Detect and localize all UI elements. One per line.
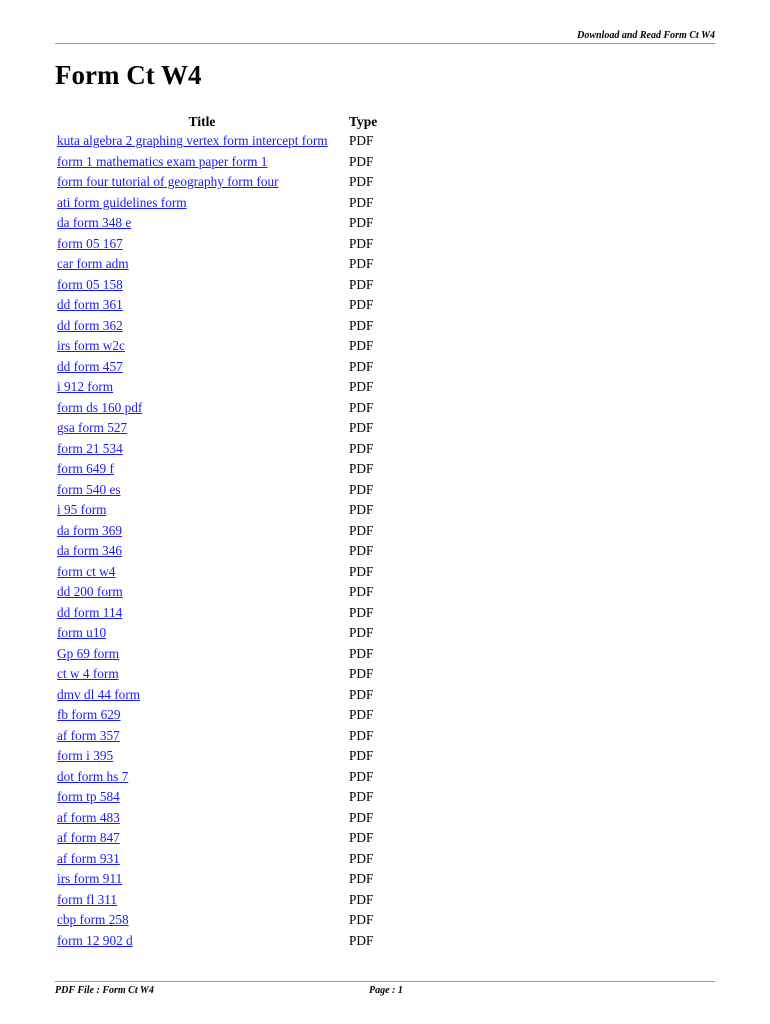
table-row [56, 931, 378, 952]
title-cell [56, 685, 348, 706]
title-cell [56, 726, 348, 747]
title-cell [56, 521, 348, 542]
table-row [56, 336, 378, 357]
title-cell [56, 808, 348, 829]
type-cell: PDF [349, 748, 374, 764]
page-title: Form Ct W4 [55, 60, 202, 90]
table-row [56, 726, 378, 747]
title-cell [56, 562, 348, 583]
table-row [56, 767, 378, 788]
footer-page-number: Page : 1 [369, 985, 403, 996]
header-divider [55, 43, 715, 44]
table-row [56, 459, 378, 480]
table-row [56, 603, 378, 624]
title-cell [56, 357, 348, 378]
document-link[interactable]: dmv dl 44 form [57, 686, 141, 702]
document-link[interactable]: form i 395 [57, 748, 114, 764]
table-row [56, 172, 378, 193]
document-link[interactable]: i 912 form [57, 379, 114, 395]
document-link[interactable]: form 05 158 [57, 276, 123, 292]
table-row [56, 705, 378, 726]
table-row [56, 480, 378, 501]
table-row [56, 439, 378, 460]
type-cell: PDF [349, 891, 374, 907]
type-cell: PDF [349, 686, 374, 702]
table-row [56, 685, 378, 706]
document-link[interactable]: dd form 362 [57, 317, 123, 333]
type-cell: PDF [349, 481, 374, 497]
table-row [56, 808, 378, 829]
table-row [56, 828, 378, 849]
type-cell: PDF [349, 317, 374, 333]
type-cell: PDF [349, 809, 374, 825]
table-row [56, 316, 378, 337]
document-link[interactable]: form 05 167 [57, 235, 123, 251]
title-cell [56, 664, 348, 685]
title-cell [56, 705, 348, 726]
type-cell: PDF [349, 338, 374, 354]
document-link[interactable]: form 12 902 d [57, 932, 133, 948]
table-row [56, 295, 378, 316]
title-cell [56, 500, 348, 521]
table-row [56, 131, 378, 152]
footer-file-label: PDF File : Form Ct W4 [55, 985, 154, 996]
type-cell: PDF [349, 276, 374, 292]
document-link[interactable]: af form 483 [57, 809, 120, 825]
table-row [56, 193, 378, 214]
document-link[interactable]: cbp form 258 [57, 912, 129, 928]
header-text: Download and Read Form Ct W4 [577, 30, 715, 41]
type-cell: PDF [349, 358, 374, 374]
documents-table [56, 111, 378, 951]
document-link[interactable]: form 540 es [57, 481, 121, 497]
table-row [56, 746, 378, 767]
document-link[interactable]: form 21 534 [57, 440, 123, 456]
document-link[interactable]: da form 346 [57, 543, 122, 559]
document-link[interactable]: Gp 69 form [57, 645, 120, 661]
document-link[interactable]: dot form hs 7 [57, 768, 129, 784]
title-cell [56, 910, 348, 931]
type-cell: PDF [349, 871, 374, 887]
type-cell: PDF [349, 256, 374, 272]
column-header-title: Title [188, 114, 216, 129]
table-row [56, 562, 378, 583]
title-cell [56, 295, 348, 316]
title-cell [56, 336, 348, 357]
document-link[interactable]: af form 357 [57, 727, 120, 743]
title-cell [56, 377, 348, 398]
title-cell [56, 746, 348, 767]
table-row [56, 152, 378, 173]
title-cell [56, 582, 348, 603]
type-cell: PDF [349, 830, 374, 846]
footer-divider [55, 981, 715, 982]
table-row [56, 787, 378, 808]
type-cell: PDF [349, 604, 374, 620]
table-row [56, 418, 378, 439]
type-cell: PDF [349, 461, 374, 477]
title-cell [56, 152, 348, 173]
title-cell [56, 459, 348, 480]
type-cell: PDF [349, 850, 374, 866]
type-cell: PDF [349, 133, 374, 149]
title-cell [56, 316, 348, 337]
table-row [56, 500, 378, 521]
document-link[interactable]: form tp 584 [57, 789, 120, 805]
type-cell: PDF [349, 768, 374, 784]
type-cell: PDF [349, 522, 374, 538]
document-link[interactable]: i 95 form [57, 502, 107, 518]
table-row [56, 357, 378, 378]
title-cell [56, 767, 348, 788]
table-row [56, 869, 378, 890]
document-link[interactable]: af form 931 [57, 850, 120, 866]
type-cell: PDF [349, 297, 374, 313]
document-link[interactable]: dd 200 form [57, 584, 123, 600]
table-row [56, 849, 378, 870]
title-cell [56, 869, 348, 890]
type-cell: PDF [349, 440, 374, 456]
table-row [56, 213, 378, 234]
table-row [56, 890, 378, 911]
document-link[interactable]: car form adm [57, 256, 129, 272]
document-link[interactable]: irs form w2c [57, 338, 125, 354]
document-link[interactable]: form ct w4 [57, 563, 116, 579]
type-cell: PDF [349, 502, 374, 518]
type-cell: PDF [349, 543, 374, 559]
table-row [56, 254, 378, 275]
title-cell [56, 541, 348, 562]
type-cell: PDF [349, 174, 374, 190]
type-cell: PDF [349, 727, 374, 743]
table-row [56, 664, 378, 685]
type-cell: PDF [349, 235, 374, 251]
table-row [56, 377, 378, 398]
document-link[interactable]: form u10 [57, 625, 107, 641]
document-link[interactable]: ct w 4 form [57, 666, 119, 682]
table-row [56, 623, 378, 644]
title-cell [56, 787, 348, 808]
table-header-row [56, 111, 378, 131]
table-row [56, 398, 378, 419]
table-body [56, 131, 378, 951]
title-cell [56, 275, 348, 296]
table-row [56, 521, 378, 542]
type-cell: PDF [349, 420, 374, 436]
document-link[interactable]: irs form 911 [57, 871, 123, 887]
type-cell: PDF [349, 707, 374, 723]
document-link[interactable]: form 649 f [57, 461, 114, 477]
document-link[interactable]: form fl 311 [57, 891, 118, 907]
type-cell: PDF [349, 153, 374, 169]
document-link[interactable]: form ds 160 pdf [57, 399, 143, 415]
title-cell [56, 254, 348, 275]
type-cell: PDF [349, 584, 374, 600]
document-link[interactable]: ati form guidelines form [57, 194, 187, 210]
type-cell: PDF [349, 215, 374, 231]
type-cell: PDF [349, 625, 374, 641]
title-cell [56, 931, 348, 952]
type-cell: PDF [349, 563, 374, 579]
document-link[interactable]: da form 348 e [57, 215, 132, 231]
document-link[interactable]: kuta algebra 2 graphing vertex form intercept form [57, 133, 328, 149]
title-cell [56, 623, 348, 644]
title-cell [56, 890, 348, 911]
type-cell: PDF [349, 379, 374, 395]
title-cell [56, 398, 348, 419]
type-cell: PDF [349, 912, 374, 928]
title-cell [56, 213, 348, 234]
document-link[interactable]: form 1 mathematics exam paper form 1 [57, 153, 268, 169]
title-cell [56, 644, 348, 665]
title-cell [56, 603, 348, 624]
type-cell: PDF [349, 789, 374, 805]
table-row [56, 582, 378, 603]
table-row [56, 234, 378, 255]
title-cell [56, 193, 348, 214]
title-cell [56, 418, 348, 439]
document-link[interactable]: af form 847 [57, 830, 120, 846]
document-link[interactable]: gsa form 527 [57, 420, 128, 436]
type-cell: PDF [349, 645, 374, 661]
title-cell [56, 172, 348, 193]
table-row [56, 910, 378, 931]
document-link[interactable]: dd form 457 [57, 358, 123, 374]
title-cell [56, 480, 348, 501]
title-cell [56, 439, 348, 460]
title-cell [56, 828, 348, 849]
title-cell [56, 234, 348, 255]
document-link[interactable]: da form 369 [57, 522, 122, 538]
table-row [56, 644, 378, 665]
type-cell: PDF [349, 666, 374, 682]
type-cell: PDF [349, 194, 374, 210]
document-link[interactable]: fb form 629 [57, 707, 121, 723]
document-link[interactable]: dd form 114 [57, 604, 123, 620]
document-link[interactable]: form four tutorial of geography form four [57, 174, 279, 190]
table-row [56, 275, 378, 296]
title-cell [56, 849, 348, 870]
document-link[interactable]: dd form 361 [57, 297, 123, 313]
type-cell: PDF [349, 399, 374, 415]
title-cell [56, 131, 348, 152]
table-row [56, 541, 378, 562]
column-header-type: Type [349, 114, 378, 129]
type-cell: PDF [349, 932, 374, 948]
